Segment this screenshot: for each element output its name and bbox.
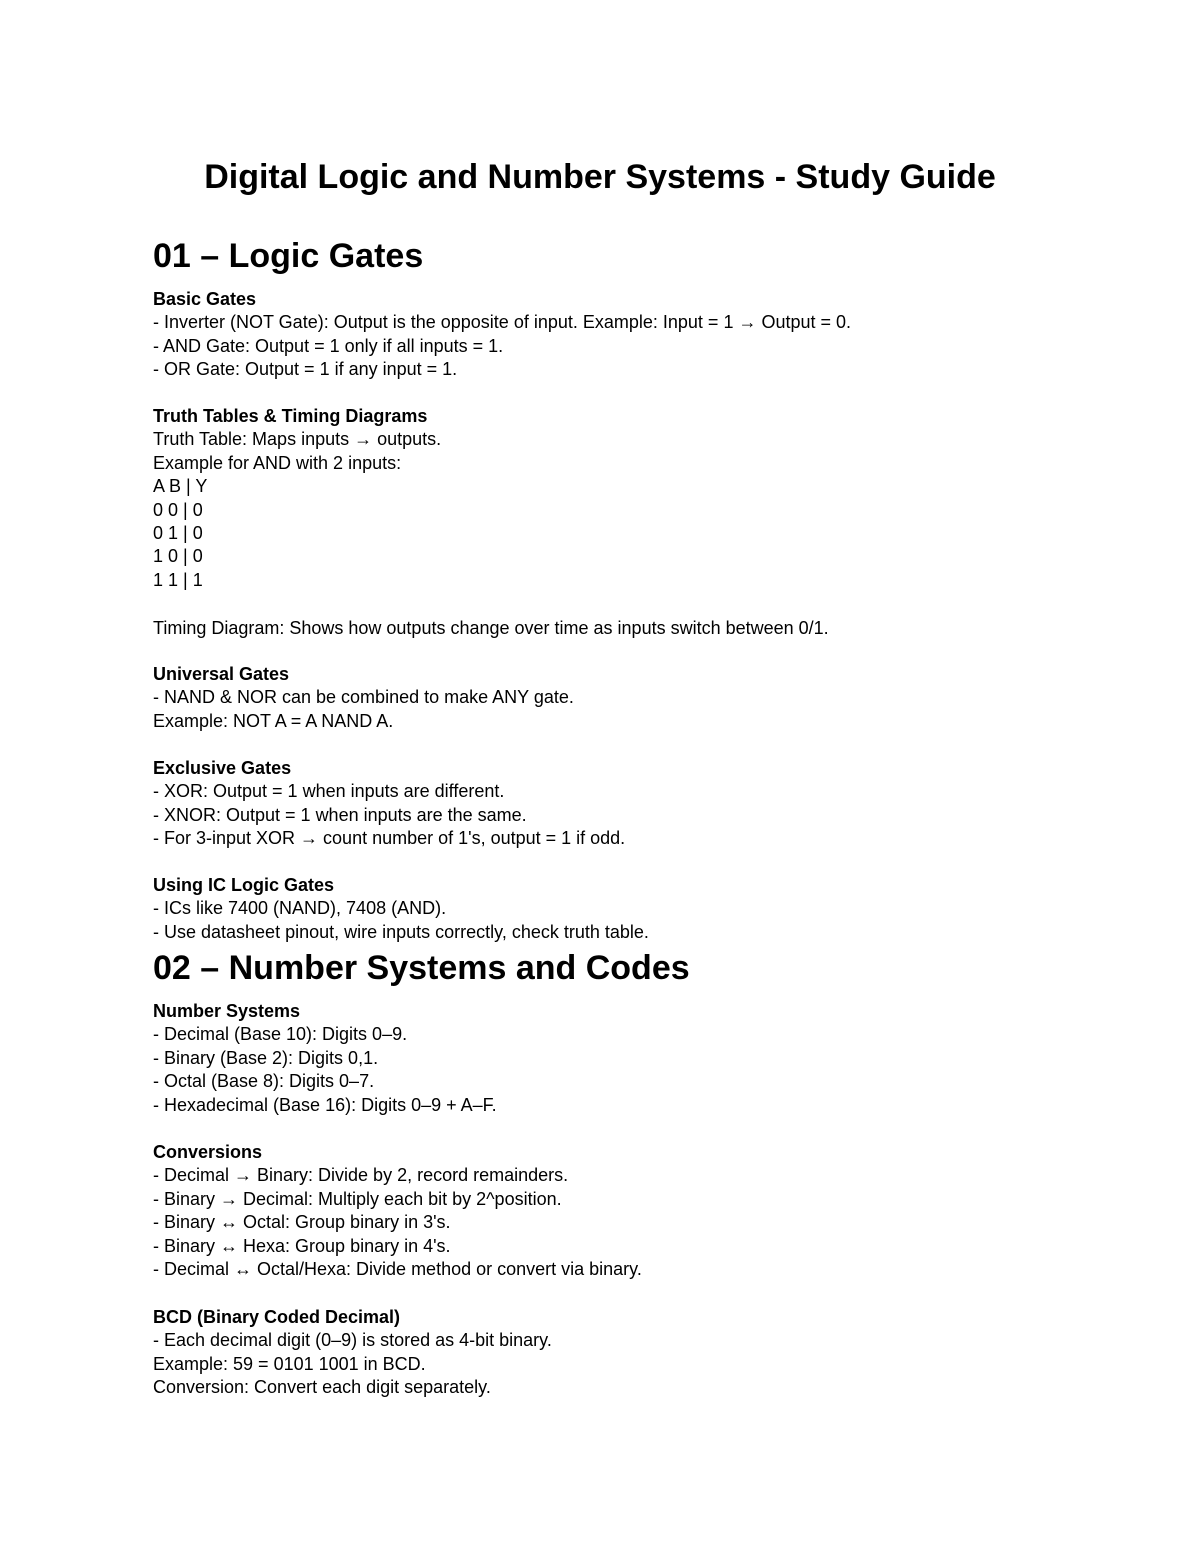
- subheading-exclusive-gates: Exclusive Gates: [153, 758, 292, 778]
- truth-table-row: 0 1 | 0: [153, 523, 203, 543]
- subheading-basic-gates: Basic Gates: [153, 289, 257, 309]
- subheading-bcd: BCD (Binary Coded Decimal): [153, 1307, 401, 1327]
- text-line: - Binary ↔ Hexa: Group binary in 4's.: [153, 1235, 451, 1256]
- truth-table-row: 0 0 | 0: [153, 499, 203, 520]
- text-line: - ICs like 7400 (NAND), 7408 (AND).: [153, 898, 447, 919]
- text-line: - XNOR: Output = 1 when inputs are the same.: [153, 804, 527, 825]
- text-line: - Decimal (Base 10): Digits 0–9.: [153, 1024, 408, 1045]
- text-line: - Decimal ↔ Octal/Hexa: Divide method or convert via binary.: [153, 1259, 642, 1279]
- text-line-timing-diagram: Timing Diagram: Shows how outputs change over time as inputs switch between 0/1.: [153, 618, 829, 638]
- text-line: - For 3-input XOR → count number of 1's, output = 1 if odd.: [153, 828, 626, 849]
- text-line: - Inverter (NOT Gate): Output is the opposite of input. Example: Input = 1 → Output = 0.: [153, 312, 852, 333]
- section-heading-number-systems: 02 – Number Systems and Codes: [153, 949, 690, 987]
- text-line: Example: NOT A = A NAND A.: [153, 710, 394, 731]
- truth-table-row: 1 1 | 1: [153, 569, 203, 590]
- text-line: - Octal (Base 8): Digits 0–7.: [153, 1071, 375, 1092]
- truth-table-row: A B | Y: [153, 476, 208, 497]
- subheading-truth-tables: Truth Tables & Timing Diagrams: [153, 406, 428, 426]
- section-heading-logic-gates: 01 – Logic Gates: [153, 237, 424, 275]
- text-line: - Hexadecimal (Base 16): Digits 0–9 + A–F.: [153, 1094, 497, 1115]
- text-line: - OR Gate: Output = 1 if any input = 1.: [153, 359, 458, 380]
- document-title: Digital Logic and Number Systems - Study Guide: [204, 158, 996, 196]
- text-line: Conversion: Convert each digit separately.: [153, 1377, 491, 1398]
- text-line: - Binary (Base 2): Digits 0,1.: [153, 1047, 379, 1068]
- text-line: - NAND & NOR can be combined to make ANY gate.: [153, 687, 574, 708]
- text-line: Example for AND with 2 inputs:: [153, 452, 402, 473]
- subheading-conversions: Conversions: [153, 1142, 263, 1162]
- text-line: Truth Table: Maps inputs → outputs.: [153, 429, 442, 450]
- text-line: - Binary → Decimal: Multiply each bit by 2^position.: [153, 1188, 562, 1209]
- truth-table-row: 1 0 | 0: [153, 546, 203, 567]
- text-line: - Decimal → Binary: Divide by 2, record remainders.: [153, 1165, 569, 1186]
- text-line: - Each decimal digit (0–9) is stored as 4-bit binary.: [153, 1330, 552, 1351]
- text-line: - XOR: Output = 1 when inputs are different.: [153, 781, 505, 802]
- text-line: - AND Gate: Output = 1 only if all inputs = 1.: [153, 335, 504, 356]
- subheading-ic-logic-gates: Using IC Logic Gates: [153, 875, 335, 895]
- text-line: - Binary ↔ Octal: Group binary in 3's.: [153, 1212, 451, 1233]
- text-line: - Use datasheet pinout, wire inputs correctly, check truth table.: [153, 921, 649, 942]
- subheading-number-systems: Number Systems: [153, 1001, 301, 1021]
- subheading-universal-gates: Universal Gates: [153, 664, 290, 684]
- text-line: Example: 59 = 0101 1001 in BCD.: [153, 1353, 426, 1374]
